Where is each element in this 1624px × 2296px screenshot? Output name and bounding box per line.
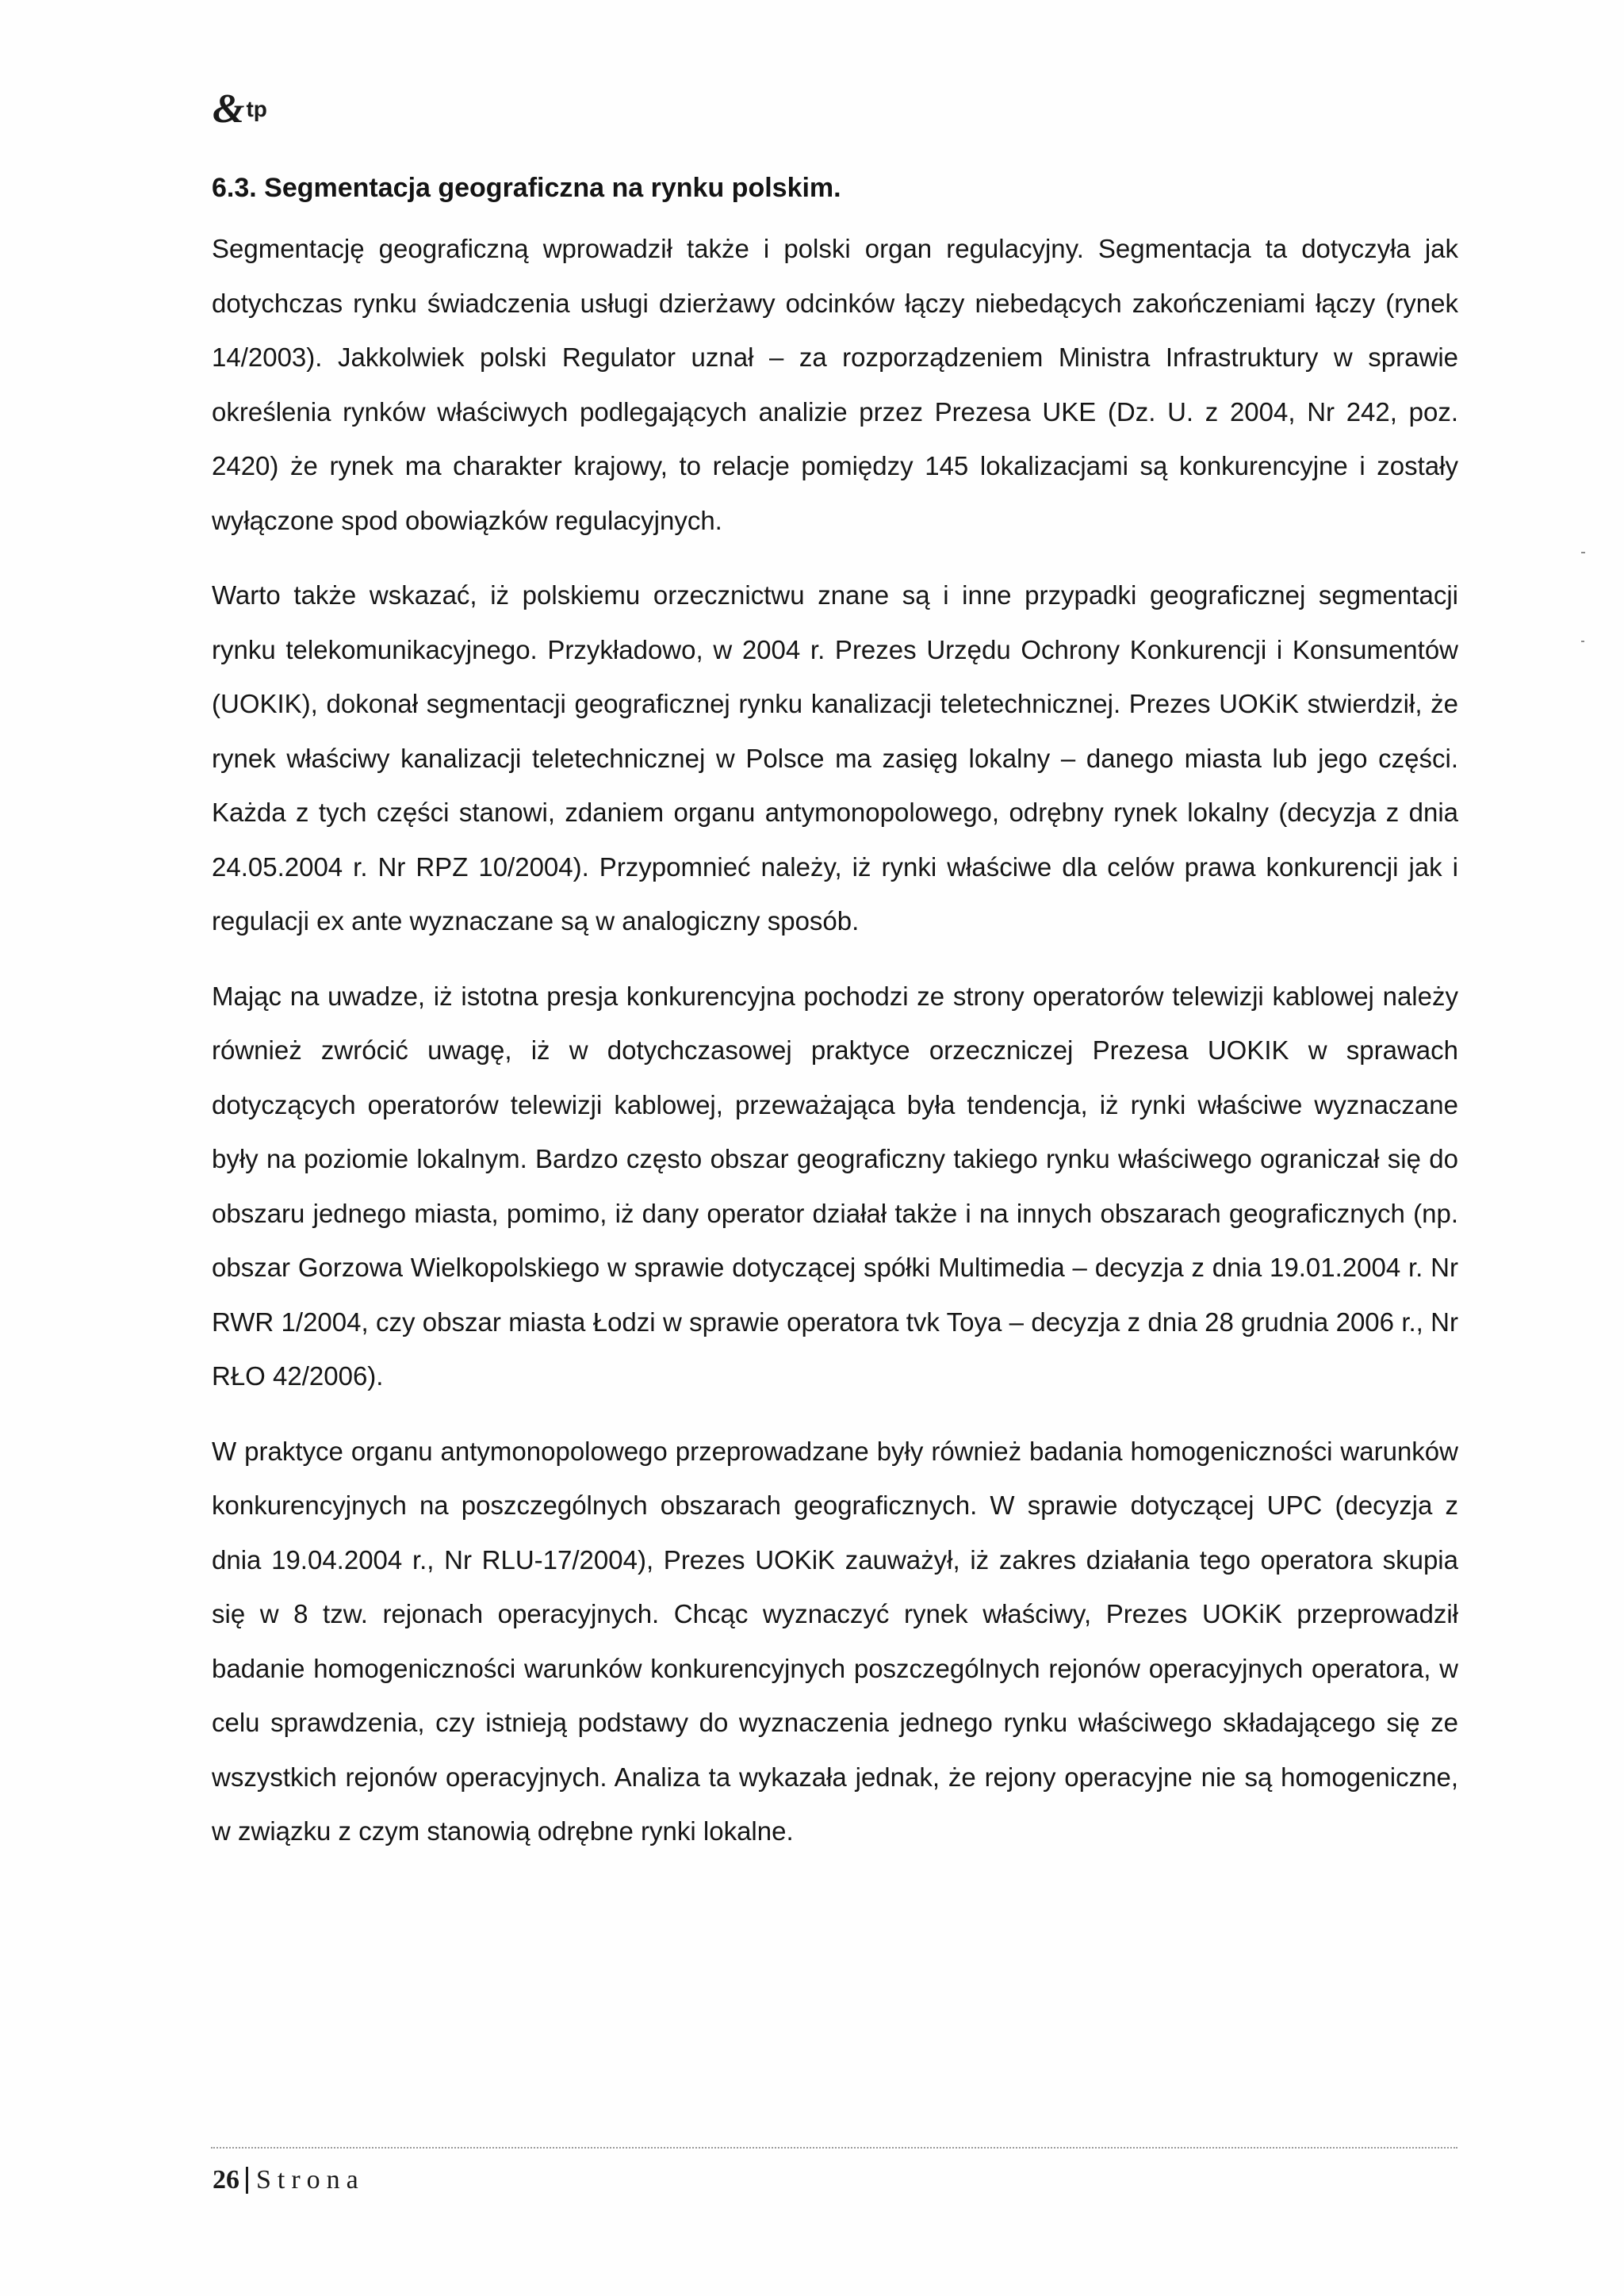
page-label: Strona [256,2165,365,2195]
paragraph-2: Warto także wskazać, iż polskiemu orzecznictwu znane są i inne przypadki geograficznej segmentacji rynku telekomunikacyjnego. Przykładowo, w 2004 r. Prezes Urzędu Ochrony Konkurencji i Konsumentów (UOKIK), dokonał segmentacji geograficznej rynku kanalizacji teletechnicznej. Prezes UOKiK stwierdził, że rynek właściwy kanalizacji teletechnicznej w Polsce ma zasięg lokalny – danego miasta lub jego części. Każda z tych części stanowi, zdaniem organu antymonopolowego, odrębny rynek lokalny (decyzja z dnia 24.05.2004 r. Nr RPZ 10/2004). Przypomnieć należy, iż rynki właściwe dla celów prawa konkurencji jak i regulacji ex ante wyznaczane są w analogiczny sposób. [212,580,1458,936]
logo-mark: & [213,86,245,132]
logo-text: tp [246,97,267,121]
page-footer [213,2164,365,2196]
paragraph-1: Segmentację geograficzną wprowadził także i polski organ regulacyjny. Segmentacja ta dotyczyła jak dotychczas rynku świadczenia usługi dzierżawy odcinków łączy niebedących zakończeniami łączy (rynek 14/2003). Jakkolwiek polski Regulator uznał – za rozporządzeniem Ministra Infrastruktury w sprawie określenia rynków właściwych podlegających analizie przez Prezesa UKE (Dz. U. z 2004, Nr 242, poz. 2420) że rynek ma charakter krajowy, to relacje pomiędzy 145 lokalizacjami są konkurencyjne i zostały wyłączone spod obowiązków regulacyjnych. [212,234,1458,535]
paragraph-4: W praktyce organu antymonopolowego przeprowadzane były również badania homogeniczności warunków konkurencyjnych na poszczególnych obszarach geograficznych. W sprawie dotyczącej UPC (decyzja z dnia 19.04.2004 r., Nr RLU-17/2004), Prezes UOKiK zauważył, iż zakres działania tego operatora skupia się w 8 tzw. rejonach operacyjnych. Chcąc wyznaczyć rynek właściwy, Prezes UOKiK przeprowadził badanie homogeniczności warunków konkurencyjnych poszczególnych rejonów operacyjnych operatora, w celu sprawdzenia, czy istnieją podstawy do wyznaczenia jednego rynku właściwego składającego się ze wszystkich rejonów operacyjnych. Analiza ta wykazała jednak, że rejony operacyjne nie są homogeniczne, w związku z czym stanowią odrębne rynki lokalne. [212,1436,1458,1846]
tp-logo [213,86,267,132]
scan-speck [1581,641,1584,642]
scan-speck [1581,552,1585,553]
footer-separator [246,2167,248,2194]
section-title: 6.3. Segmentacja geograficzna na rynku polskim. [212,173,841,203]
paragraph-3: Mając na uwadze, iż istotna presja konkurencyjna pochodzi ze strony operatorów telewizji kablowej należy również zwrócić uwagę, iż w dotychczasowej praktyce orzeczniczej Prezesa UOKIK w sprawach dotyczących operatorów telewizji kablowej, przeważająca była tendencja, iż rynki właściwe wyznaczane były na poziomie lokalnym. Bardzo często obszar geograficzny takiego rynku właściwego ograniczał się do obszaru jednego miasta, pomimo, iż dany operator działał także i na innych obszarach geograficznych (np. obszar Gorzowa Wielkopolskiego w sprawie dotyczącej spółki Multimedia – decyzja z dnia 19.01.2004 r. Nr RWR 1/2004, czy obszar miasta Łodzi w sprawie operatora tvk Toya – decyzja z dnia 28 grudnia 2006 r., Nr RŁO 42/2006). [212,981,1458,1391]
footer-divider [211,2147,1457,2149]
page-number: 26 [213,2165,239,2195]
document-body [212,168,1458,1880]
